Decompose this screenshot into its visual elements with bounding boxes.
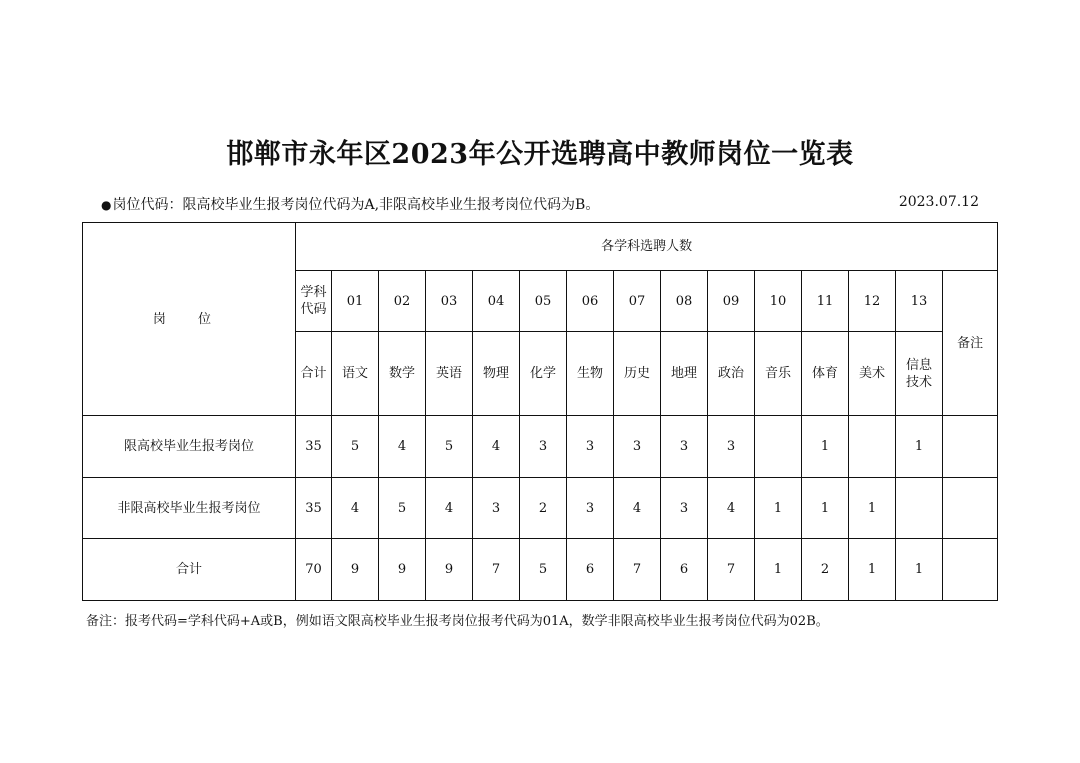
subject-code: 01 xyxy=(332,271,379,332)
table-cell xyxy=(849,416,896,478)
code-header: 学科代码 xyxy=(296,271,332,332)
remark-cell xyxy=(943,416,998,478)
table-cell: 7 xyxy=(473,539,520,601)
row-total: 70 xyxy=(296,539,332,601)
table-cell: 1 xyxy=(755,539,802,601)
table-cell: 1 xyxy=(802,478,849,539)
table-cell: 3 xyxy=(614,416,661,478)
table-row xyxy=(83,416,998,478)
table-cell: 7 xyxy=(708,539,755,601)
remark-cell xyxy=(943,478,998,539)
subject-code: 03 xyxy=(426,271,473,332)
intro-text: 岗位代码：限高校毕业生报考岗位代码为A,非限高校毕业生报考岗位代码为B。 xyxy=(112,197,600,213)
row-total: 35 xyxy=(296,478,332,539)
table-cell: 3 xyxy=(567,478,614,539)
subject-name: 地理 xyxy=(661,332,708,416)
subject-name: 体育 xyxy=(802,332,849,416)
table-cell: 5 xyxy=(426,416,473,478)
subject-name: 历史 xyxy=(614,332,661,416)
table-cell: 1 xyxy=(849,478,896,539)
row-total: 35 xyxy=(296,416,332,478)
table-cell: 3 xyxy=(661,478,708,539)
subject-name: 政治 xyxy=(708,332,755,416)
table-row xyxy=(83,478,998,539)
table-cell: 4 xyxy=(332,478,379,539)
table-cell: 2 xyxy=(802,539,849,601)
table-cell: 6 xyxy=(661,539,708,601)
table-cell: 3 xyxy=(520,416,567,478)
subject-name: 美术 xyxy=(849,332,896,416)
table-row xyxy=(83,539,998,601)
table-cell: 9 xyxy=(379,539,426,601)
table-cell: 4 xyxy=(426,478,473,539)
subject-code: 06 xyxy=(567,271,614,332)
subject-name: 化学 xyxy=(520,332,567,416)
row-label: 非限高校毕业生报考岗位 xyxy=(83,478,296,539)
subject-code: 13 xyxy=(896,271,943,332)
subject-code: 08 xyxy=(661,271,708,332)
table-cell: 4 xyxy=(379,416,426,478)
subject-code: 02 xyxy=(379,271,426,332)
subject-name: 语文 xyxy=(332,332,379,416)
table-cell: 2 xyxy=(520,478,567,539)
subject-name: 生物 xyxy=(567,332,614,416)
table-cell: 3 xyxy=(708,416,755,478)
subject-name: 物理 xyxy=(473,332,520,416)
subject-code: 11 xyxy=(802,271,849,332)
subject-code: 07 xyxy=(614,271,661,332)
document-date: 2023.07.12 xyxy=(898,194,979,210)
table-cell: 7 xyxy=(614,539,661,601)
positions-table xyxy=(82,222,998,601)
subject-code: 04 xyxy=(473,271,520,332)
page-title: 邯郸市永年区2023年公开选聘高中教师岗位一览表 xyxy=(226,139,854,170)
table-cell: 4 xyxy=(708,478,755,539)
subject-code: 12 xyxy=(849,271,896,332)
table-cell: 9 xyxy=(332,539,379,601)
row-label: 合计 xyxy=(83,539,296,601)
table-cell: 1 xyxy=(896,416,943,478)
table-cell: 5 xyxy=(332,416,379,478)
table-cell xyxy=(755,416,802,478)
table-cell: 4 xyxy=(473,416,520,478)
intro-line xyxy=(101,194,599,214)
table-cell: 5 xyxy=(520,539,567,601)
table-cell: 6 xyxy=(567,539,614,601)
row-label: 限高校毕业生报考岗位 xyxy=(83,416,296,478)
table-cell: 4 xyxy=(614,478,661,539)
bullet-icon: ● xyxy=(101,198,112,212)
table-cell: 3 xyxy=(661,416,708,478)
subject-code: 10 xyxy=(755,271,802,332)
footnote: 备注：报考代码=学科代码+A或B，例如语文限高校毕业生报考岗位报考代码为01A，数学非限高校毕业生报考岗位代码为02B。 xyxy=(86,614,829,629)
table-cell: 5 xyxy=(379,478,426,539)
table-cell xyxy=(896,478,943,539)
subject-code: 09 xyxy=(708,271,755,332)
table-cell: 1 xyxy=(896,539,943,601)
table-cell: 9 xyxy=(426,539,473,601)
total-header: 合计 xyxy=(296,332,332,416)
table-cell: 1 xyxy=(849,539,896,601)
subject-code: 05 xyxy=(520,271,567,332)
subject-name: 数学 xyxy=(379,332,426,416)
remarks-header: 备注 xyxy=(943,271,998,416)
remark-cell xyxy=(943,539,998,601)
subject-name: 音乐 xyxy=(755,332,802,416)
table-cell: 3 xyxy=(473,478,520,539)
post-header: 岗 位 xyxy=(83,223,296,416)
group-header: 各学科选聘人数 xyxy=(296,223,998,271)
table-cell: 1 xyxy=(755,478,802,539)
subject-name: 信息技术 xyxy=(896,332,943,416)
table-cell: 1 xyxy=(802,416,849,478)
subject-name: 英语 xyxy=(426,332,473,416)
table-cell: 3 xyxy=(567,416,614,478)
